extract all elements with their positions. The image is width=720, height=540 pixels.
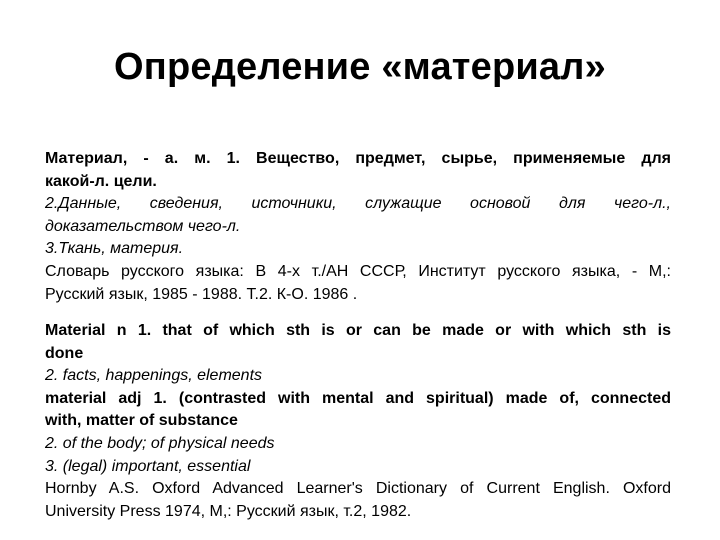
en-adj-sense-2-line: 2. of the body; of physical needs bbox=[45, 434, 275, 452]
en-adj-sense-1-continuation: with, matter of substance bbox=[45, 412, 238, 430]
slide-title: Определение «материал» bbox=[114, 46, 606, 88]
en-noun-sense-2-line: 2. facts, happenings, elements bbox=[45, 367, 263, 385]
en-source-line: Hornby A.S. Oxford Advanced Learner's Dictionary of Current English. Oxford bbox=[45, 480, 671, 498]
en-source-continuation: University Press 1974, M,: Русский язык, т.2, 1982. bbox=[45, 502, 412, 520]
english-definition-block bbox=[45, 320, 671, 523]
ru-source-continuation: Русский язык, 1985 - 1988. Т.2. К-О. 1986 . bbox=[45, 285, 358, 303]
en-adj-sense-3-line: 3. (legal) important, essential bbox=[45, 457, 251, 475]
ru-source-line: Словарь русского языка: В 4-х т./АН СССР, Институт русского языка, - М,: bbox=[45, 262, 671, 280]
en-noun-sense-1-continuation: done bbox=[45, 344, 84, 362]
ru-sense-2-line: 2.Данные, сведения, источники, служащие основой для чего-л., bbox=[45, 195, 671, 213]
russian-definition-block bbox=[45, 148, 671, 306]
ru-sense-1-continuation: какой-л. цели. bbox=[45, 172, 157, 190]
ru-sense-3-line: 3.Ткань, материя. bbox=[45, 240, 184, 258]
en-adj-sense-1-line: material adj 1. (contrasted with mental and spiritual) made of, connected bbox=[45, 389, 671, 407]
ru-sense-1-line: Материал, - а. м. 1. Вещество, предмет, сырье, применяемые для bbox=[45, 150, 671, 167]
ru-sense-2-continuation: доказательством чего-л. bbox=[45, 217, 241, 235]
en-noun-sense-1-line: Material n 1. that of which sth is or can be made or with which sth is bbox=[45, 322, 671, 339]
